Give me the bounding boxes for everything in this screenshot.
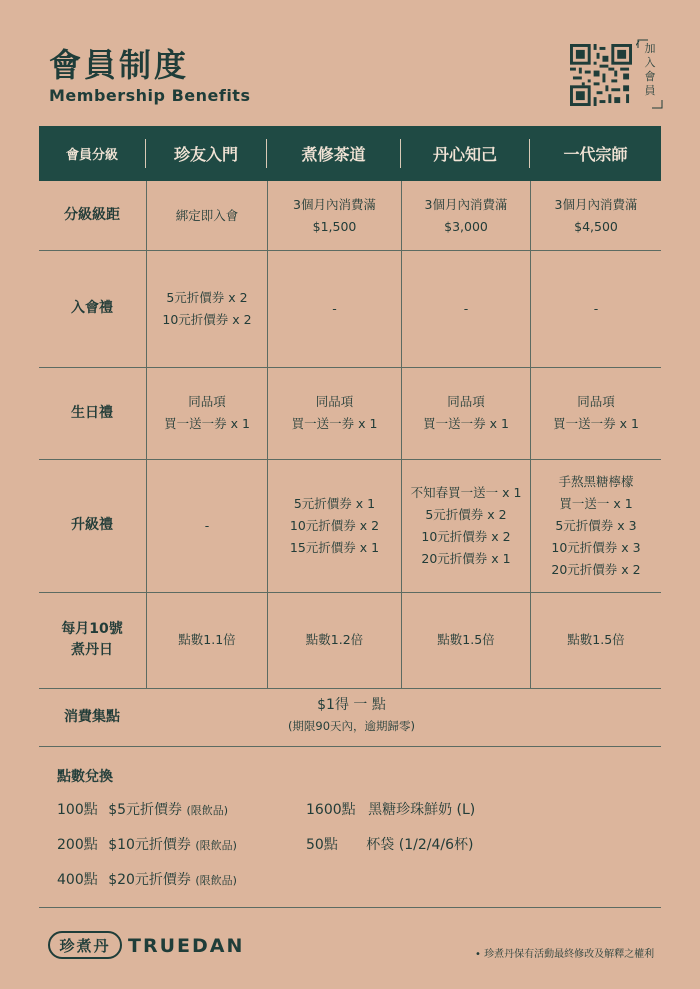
redeem-points: 1600點 <box>306 802 356 818</box>
benefit-line: 買一送一券 x 1 <box>164 416 250 431</box>
benefit-line: 20元折價券 x 2 <box>551 561 641 577</box>
benefit-line: - <box>463 300 469 316</box>
row-label-line: 每月10號 <box>61 621 123 637</box>
page-title: 會員制度 <box>49 46 190 84</box>
benefit-line: 買一送一 x 1 <box>559 495 633 511</box>
divider <box>39 907 661 908</box>
join-char: 會 <box>644 70 656 83</box>
row-label <box>39 250 145 367</box>
benefit-line: 5元折價券 x 2 <box>166 289 248 305</box>
benefit-line: 10元折價券 x 2 <box>289 517 380 533</box>
page-subtitle: Membership Benefits <box>49 86 251 105</box>
benefit-cell <box>402 592 530 688</box>
benefit-line: 10元折價券 x 2 <box>421 528 511 544</box>
tier-name: 珍友入門 <box>173 145 238 164</box>
benefit-cell <box>402 367 530 459</box>
points-note: (期限90天內，逾期歸零) <box>287 719 416 733</box>
redeem-item <box>306 799 475 819</box>
benefit-line: 5元折價券 x 1 <box>293 495 376 511</box>
qr-code-icon[interactable] <box>570 44 632 106</box>
benefit-line: 15元折價券 x 1 <box>289 539 380 555</box>
benefit-cell <box>268 367 401 459</box>
benefit-line: $1,500 <box>312 218 357 234</box>
redeem-reward: 杯袋 (1/2/4/6杯) <box>366 837 474 853</box>
redeem-reward: $5元折價券 <box>108 802 183 818</box>
benefit-line: 手熬黑糖檸檬 <box>558 473 634 489</box>
benefit-line: 同品項 <box>315 394 354 409</box>
bracket-icon <box>636 38 664 110</box>
benefit-line: - <box>332 300 337 316</box>
tier-row-label: 會員分級 <box>65 148 118 163</box>
benefit-line: 綁定即入會 <box>175 207 239 223</box>
benefit-line: - <box>204 517 210 533</box>
benefit-line: $3,000 <box>444 218 488 234</box>
benefit-line: 買一送一券 x 1 <box>291 416 378 431</box>
tier-name: 煮修茶道 <box>301 145 366 164</box>
benefit-line: $4,500 <box>574 218 618 234</box>
benefit-cell <box>268 592 401 688</box>
benefit-cell <box>402 459 530 592</box>
redeem-note: (限飲品) <box>195 839 237 852</box>
benefit-line: 3個月內消費滿 <box>554 196 638 212</box>
join-char: 員 <box>644 84 656 97</box>
redeem-reward: 黑糖珍珠鮮奶 (L) <box>368 802 476 818</box>
benefit-line: 同品項 <box>577 394 615 409</box>
join-member-label[interactable] <box>640 42 660 98</box>
row-label-line: 煮丹日 <box>71 642 113 658</box>
row-label <box>39 592 145 688</box>
disclaimer: • 珍煮丹保有活動最終修改及解釋之權利 <box>475 949 655 960</box>
benefit-cell <box>402 181 530 250</box>
benefit-line: 買一送一券 x 1 <box>553 416 639 431</box>
redeem-points: 50點 <box>306 837 338 853</box>
benefit-line: 3個月內消費滿 <box>293 196 376 212</box>
benefit-cell <box>531 181 661 250</box>
benefit-line: 不知春買一送一 x 1 <box>410 484 522 500</box>
redeem-item <box>57 834 237 854</box>
redeem-reward: $10元折價券 <box>108 837 191 853</box>
redeem-reward: $20元折價券 <box>108 872 191 888</box>
benefit-line: 5元折價券 x 3 <box>555 517 637 533</box>
benefit-cell <box>268 181 401 250</box>
benefit-cell <box>147 367 267 459</box>
row-label <box>39 181 145 250</box>
benefit-line: 10元折價券 x 2 <box>162 311 252 327</box>
tier-name: 丹心知己 <box>432 145 497 164</box>
row-label-line: 分級級距 <box>64 207 120 223</box>
tier-name: 一代宗師 <box>563 145 628 164</box>
row-label-line: 升級禮 <box>71 517 113 533</box>
benefit-cell <box>402 250 530 367</box>
tier-header-bar <box>39 126 661 181</box>
benefit-line: 點數1.5倍 <box>567 632 625 647</box>
redeem-item <box>306 834 473 854</box>
benefit-line: 點數1.5倍 <box>437 632 495 647</box>
redeem-item <box>57 799 228 819</box>
benefit-line: 同品項 <box>447 394 485 409</box>
benefit-line: 20元折價券 x 1 <box>421 550 511 566</box>
brand-logo-badge: 珍煮丹 <box>48 931 122 959</box>
benefit-cell <box>147 459 267 592</box>
benefit-cell <box>531 367 661 459</box>
benefit-line: 點數1.2倍 <box>305 632 364 647</box>
row-label <box>39 367 145 459</box>
join-char: 加 <box>644 42 656 55</box>
redeem-points: 400點 <box>57 872 98 888</box>
points-rate: $1得 一 點 <box>317 697 386 713</box>
redeem-note: (限飲品) <box>195 874 237 887</box>
redeem-points: 200點 <box>57 837 98 853</box>
benefit-line: - <box>593 300 599 316</box>
benefit-cell <box>147 181 267 250</box>
benefit-line: 同品項 <box>188 394 226 409</box>
row-label-line: 生日禮 <box>71 404 113 421</box>
benefit-cell <box>531 459 661 592</box>
benefit-line: 3個月內消費滿 <box>424 196 508 212</box>
redeem-item <box>57 869 237 889</box>
benefit-cell <box>147 250 267 367</box>
redeem-note: (限飲品) <box>186 804 229 817</box>
benefit-line: 買一送一券 x 1 <box>423 416 509 431</box>
redeem-title: 點數兌換 <box>57 769 113 785</box>
benefit-cell <box>268 250 401 367</box>
divider <box>39 746 661 747</box>
benefit-cell <box>531 592 661 688</box>
row-label-line: 入會禮 <box>71 300 113 316</box>
benefit-cell <box>147 592 267 688</box>
benefit-cell <box>268 459 401 592</box>
benefit-cell <box>531 250 661 367</box>
redeem-points: 100點 <box>57 802 98 818</box>
brand-logo-text: TRUEDAN <box>128 935 245 957</box>
benefit-line: 5元折價券 x 2 <box>425 506 507 522</box>
benefit-line: 10元折價券 x 3 <box>551 539 641 555</box>
row-label <box>39 459 145 592</box>
benefit-line: 點數1.1倍 <box>178 632 236 647</box>
join-char: 入 <box>644 56 656 69</box>
points-row-label: 消費集點 <box>64 708 120 725</box>
